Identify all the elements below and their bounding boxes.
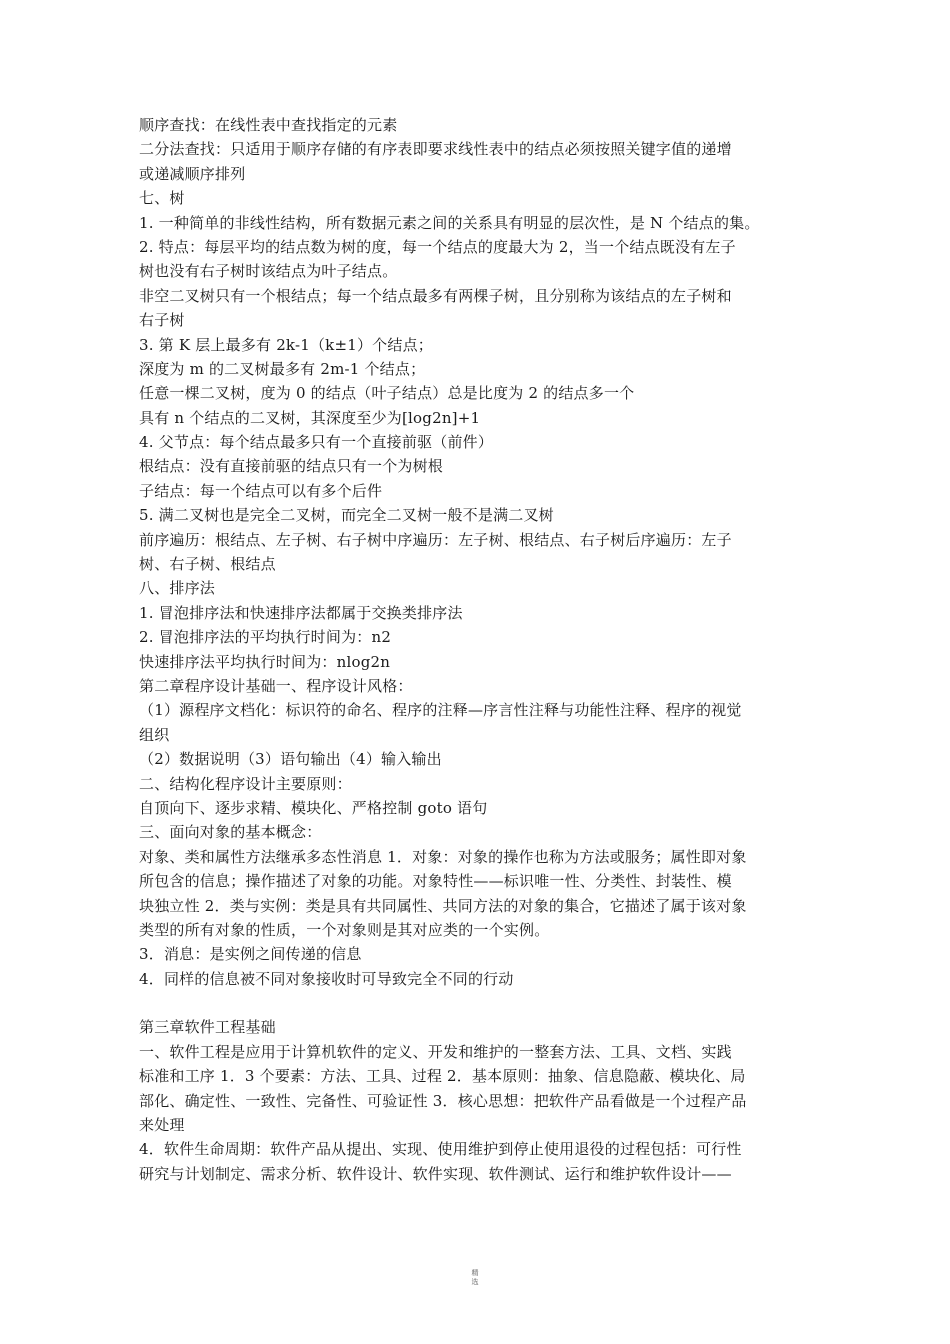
text-line: 5. 满二叉树也是完全二叉树，而完全二叉树一般不是满二叉树 [139,506,554,525]
text-line: 非空二叉树只有一个根结点；每一个结点最多有两棵子树，且分别称为该结点的左子树和 [139,286,732,305]
text-line: 第三章软件工程基础 [139,1018,276,1037]
text-line: （2）数据说明（3）语句输出（4）输入输出 [139,750,442,769]
text-line: 所包含的信息；操作描述了对象的功能。对象特性——标识唯一性、分类性、封装性、模 [139,872,732,891]
text-line: 第二章程序设计基础一、程序设计风格： [139,676,413,695]
text-line: 自顶向下、逐步求精、模块化、严格控制 goto 语句 [139,798,488,817]
footer-mark-top: 精 [471,1269,479,1277]
document-body [139,113,819,1186]
text-line: 2. 冒泡排序法的平均执行时间为：n2 [139,628,392,647]
text-line: 七、树 [139,189,185,208]
text-line: 4. 父节点：每个结点最多只有一个直接前驱（前件） [139,433,494,452]
text-line: 3．消息：是实例之间传递的信息 [139,945,362,964]
text-line: 树也没有右子树时该结点为叶子结点。 [139,262,398,281]
text-line: 右子树 [139,311,185,330]
text-line: 二分法查找：只适用于顺序存储的有序表即要求线性表中的结点必须按照关键字值的递增 [139,140,732,159]
text-line: 根结点：没有直接前驱的结点只有一个为树根 [139,457,444,476]
text-line: 对象、类和属性方法继承多态性消息 1．对象：对象的操作也称为方法或服务；属性即对象 [139,847,747,866]
text-line [139,991,819,1015]
text-line: 或递减顺序排列 [139,164,246,183]
text-line: 顺序查找：在线性表中查找指定的元素 [139,116,398,134]
text-line: 任意一棵二叉树，度为 0 的结点（叶子结点）总是比度为 2 的结点多一个 [139,384,635,403]
text-line: 1. 一种简单的非线性结构，所有数据元素之间的关系具有明显的层次性，是 N 个结点的集。 [139,213,760,232]
text-line: （1）源程序文档化：标识符的命名、程序的注释—序言性注释与功能性注释、程序的视觉 [139,701,742,720]
page-footer [0,1269,950,1287]
text-line: 组织 [139,725,170,744]
text-line: 2. 特点：每层平均的结点数为树的度，每一个结点的度最大为 2，当一个结点既没有左子 [139,237,736,256]
text-line: 八、排序法 [139,579,216,598]
text-line: 标准和工序 1．3 个要素：方法、工具、过程 2．基本原则：抽象、信息隐蔽、模块化、局 [139,1067,746,1086]
text-line: 1. 冒泡排序法和快速排序法都属于交换类排序法 [139,603,463,622]
text-line: 3. 第 K 层上最多有 2k-1（k±1）个结点； [139,335,433,354]
text-line: 4．同样的信息被不同对象接收时可导致完全不同的行动 [139,969,514,988]
text-line: 来处理 [139,1116,185,1135]
text-line: 一、软件工程是应用于计算机软件的定义、开发和维护的一整套方法、工具、文档、实践 [139,1042,732,1061]
text-line: 树、右子树、根结点 [139,555,276,574]
text-line: 二、结构化程序设计主要原则： [139,774,352,793]
text-line: 4．软件生命周期：软件产品从提出、实现、使用维护到停止使用退役的过程包括：可行性 [139,1140,742,1159]
text-line: 前序遍历：根结点、左子树、右子树中序遍历：左子树、根结点、右子树后序遍历：左子 [139,530,732,549]
text-line: 快速排序法平均执行时间为：nlog2n [139,652,391,671]
text-line: 部化、确定性、一致性、完备性、可验证性 3．核心思想：把软件产品看做是一个过程产品 [139,1091,747,1110]
footer-mark-bottom: 选 [471,1278,479,1286]
text-line: 深度为 m 的二叉树最多有 2m-1 个结点； [139,359,426,378]
text-line: 块独立性 2．类与实例：类是具有共同属性、共同方法的对象的集合，它描述了属于该对象 [139,896,747,915]
text-line: 子结点：每一个结点可以有多个后件 [139,481,383,500]
text-line: 三、面向对象的基本概念： [139,823,322,842]
text-line: 研究与计划制定、需求分析、软件设计、软件实现、软件测试、运行和维护软件设计—— [139,1164,732,1183]
text-line: 类型的所有对象的性质，一个对象则是其对应类的一个实例。 [139,920,550,939]
text-line: 具有 n 个结点的二叉树，其深度至少为[log2n]+1 [139,408,481,427]
